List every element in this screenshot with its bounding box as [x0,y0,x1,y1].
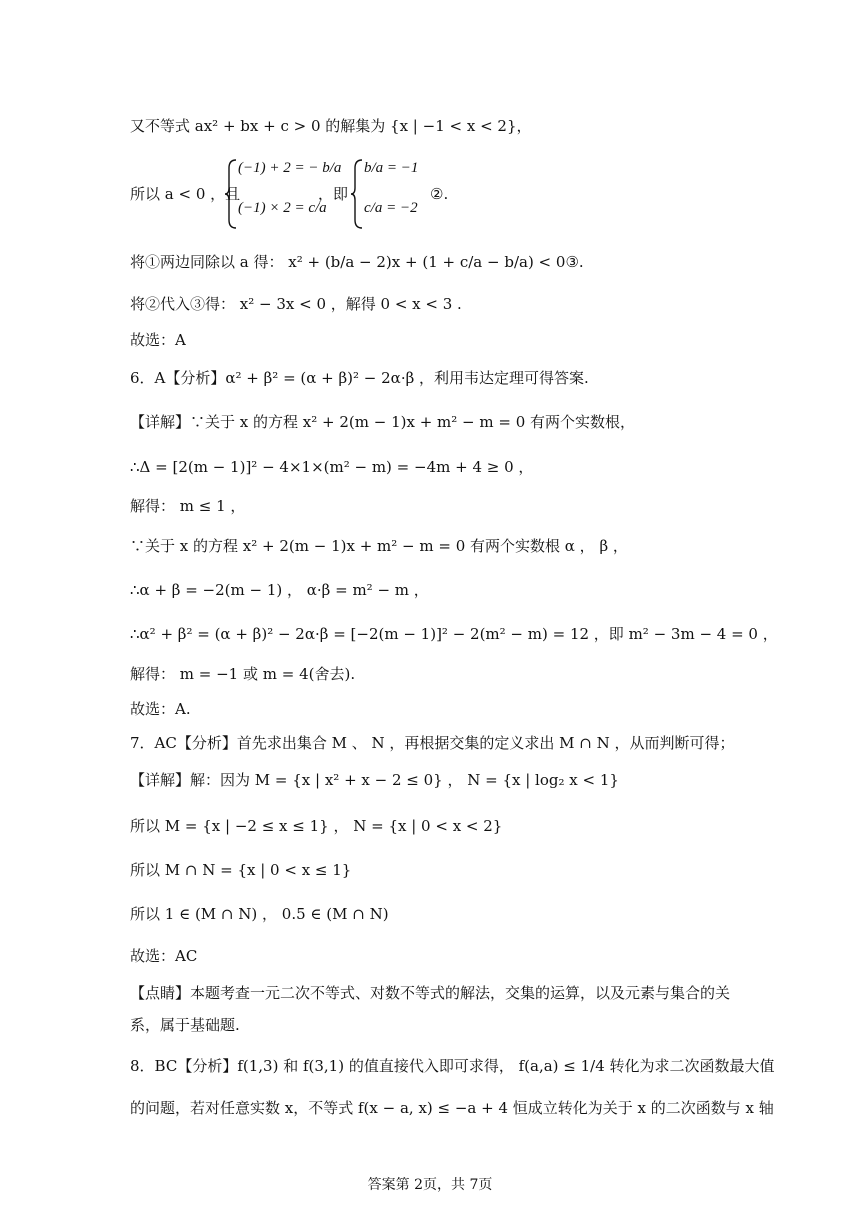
question-8-heading: 8．BC【分析】f(1,3) 和 f(3,1) 的值直接代入即可求得， f(a,a) ≤ 1/4 转化为求二次函数最大值 [130,1057,775,1075]
system-middle: ，即 [318,185,349,203]
system-left-top: (−1) + 2 = − b/a [238,160,342,176]
text-line: 解得： m ≤ 1 ， [130,497,246,515]
system-suffix: ②. [430,185,449,203]
text-line: 故选：AC [130,947,198,965]
text-line: 的问题，若对任意实数 x，不等式 f(x − a, x) ≤ −a + 4 恒成立转化为关于 x 的二次函数与 x 轴 [130,1099,774,1117]
text-line: 故选：A [130,331,186,349]
text-line: ∵关于 x 的方程 x² + 2(m − 1)x + m² − m = 0 有两个实数根 α ， β ， [130,537,628,555]
text-line: 又不等式 ax² + bx + c > 0 的解集为 {x | −1 < x < 2}， [130,117,532,135]
right-brace-icon [350,158,364,230]
system-right-bottom: c/a = −2 [364,200,418,216]
system-prefix: 所以 a < 0 ，且 [130,185,241,203]
comment-line: 系，属于基础题. [130,1016,240,1034]
question-6-heading: 6．A【分析】α² + β² = (α + β)² − 2α·β ，利用韦达定理可得答案. [130,369,589,387]
text-line: ∴Δ = [2(m − 1)]² − 4×1×(m² − m) = −4m + 4 ≥ 0 ， [130,458,534,476]
left-brace-icon [224,158,238,230]
text-line: 所以 1 ∈ (M ∩ N) ， 0.5 ∈ (M ∩ N) [130,905,389,923]
text-line: 故选：A. [130,700,191,718]
text-line: 所以 M ∩ N = {x | 0 < x ≤ 1} [130,861,352,879]
text-line: 解得： m = −1 或 m = 4(舍去). [130,665,356,683]
text-line: 【详解】∵关于 x 的方程 x² + 2(m − 1)x + m² − m = 0 有两个实数根， [130,413,636,431]
text-line: 【详解】解：因为 M = {x | x² + x − 2 ≤ 0} ， N = {x | log₂ x < 1} [130,771,619,789]
page-footer: 答案第 2页，共 7页 [367,1177,493,1193]
comment-line: 【点睛】本题考查一元二次不等式、对数不等式的解法，交集的运算，以及元素与集合的关 [130,984,731,1002]
question-7-heading: 7．AC【分析】首先求出集合 M 、 N ，再根据交集的定义求出 M ∩ N ，从而判断可得； [130,734,735,752]
text-line: 将②代入③得： x² − 3x < 0 ，解得 0 < x < 3 . [130,295,462,313]
text-line: 所以 M = {x | −2 ≤ x ≤ 1} ， N = {x | 0 < x < 2} [130,817,503,835]
system-left-bottom: (−1) × 2 = c/a [238,200,327,216]
text-line: ∴α² + β² = (α + β)² − 2α·β = [−2(m − 1)]² − 2(m² − m) = 12 ，即 m² − 3m − 4 = 0 ， [130,625,778,643]
text-line: ∴α + β = −2(m − 1) ， α·β = m² − m ， [130,581,429,599]
system-right-top: b/a = −1 [364,160,419,176]
text-line: 将①两边同除以 a 得： x² + (b/a − 2)x + (1 + c/a − b/a) < 0③. [130,253,584,271]
